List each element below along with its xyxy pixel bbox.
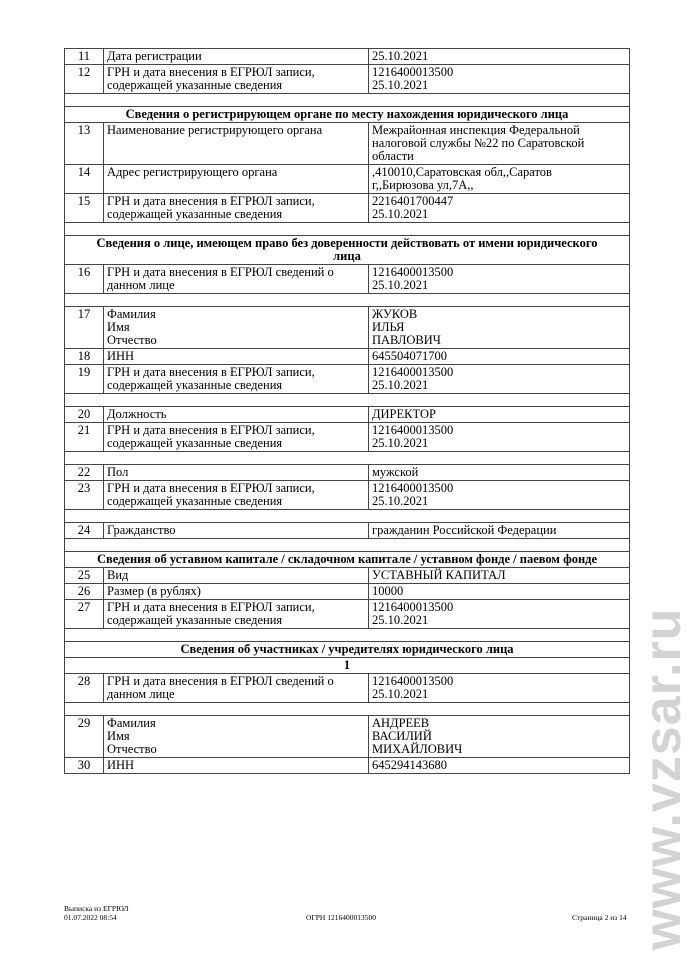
value-line: г,,Бирюзова ул,7А,,: [372, 178, 474, 192]
section-title-line: лица: [333, 249, 361, 263]
spacer-row: [65, 94, 630, 107]
row-label: ИНН: [104, 349, 369, 365]
row-label: Дата регистрации: [104, 49, 369, 65]
spacer-cell: [65, 94, 630, 107]
row-value: [369, 600, 630, 629]
row-value: 645294143680: [369, 758, 630, 774]
label-line: данном лице: [107, 687, 175, 701]
row-label: [104, 423, 369, 452]
label-line: содержащей указанные сведения: [107, 613, 283, 627]
site-watermark: www.vzsar.ru: [634, 607, 692, 950]
row-label: [104, 716, 369, 758]
footer-doc-title: Выписка из ЕГРЮЛ: [64, 904, 129, 913]
row-value: [369, 716, 630, 758]
label-line: Имя: [107, 729, 130, 743]
table-row: [65, 265, 630, 294]
row-value: мужской: [369, 465, 630, 481]
row-label: [104, 265, 369, 294]
spacer-cell: [65, 539, 630, 552]
spacer-row: [65, 394, 630, 407]
row-label: [104, 307, 369, 349]
label-line: Отчество: [107, 333, 157, 347]
value-line: АНДРЕЕВ: [372, 716, 430, 730]
label-line: ГРН и дата внесения в ЕГРЮЛ записи,: [107, 600, 315, 614]
section-header-row: [65, 107, 630, 123]
row-value: [369, 481, 630, 510]
value-line: Межрайонная инспекция Федеральной: [372, 123, 580, 137]
label-line: содержащей указанные сведения: [107, 207, 283, 221]
value-line: 25.10.2021: [372, 687, 429, 701]
row-number: 15: [65, 194, 104, 223]
label-line: ГРН и дата внесения в ЕГРЮЛ записи,: [107, 365, 315, 379]
table-row: [65, 65, 630, 94]
spacer-row: [65, 539, 630, 552]
table-row: [65, 123, 630, 165]
row-number: 26: [65, 584, 104, 600]
label-line: ГРН и дата внесения в ЕГРЮЛ записи,: [107, 423, 315, 437]
label-line: содержащей указанные сведения: [107, 494, 283, 508]
table-row: [65, 194, 630, 223]
founder-index-row: [65, 658, 630, 674]
row-label: [104, 674, 369, 703]
row-number: 25: [65, 568, 104, 584]
value-line: ВАСИЛИЙ: [372, 729, 432, 743]
value-line: 2216401700447: [372, 194, 454, 208]
value-line: 25.10.2021: [372, 436, 429, 450]
table-row: [65, 600, 630, 629]
table-row: [65, 307, 630, 349]
row-label: [104, 481, 369, 510]
spacer-cell: [65, 452, 630, 465]
table-row: [65, 716, 630, 758]
spacer-cell: [65, 510, 630, 523]
label-line: данном лице: [107, 278, 175, 292]
row-label: Гражданство: [104, 523, 369, 539]
row-label: Размер (в рублях): [104, 584, 369, 600]
section-title-founders: Сведения об участниках / учредителях юридического лица: [65, 642, 630, 658]
value-line: 1216400013500: [372, 481, 454, 495]
table-row: [65, 407, 630, 423]
row-value: 25.10.2021: [369, 49, 630, 65]
row-number: 13: [65, 123, 104, 165]
row-number: 28: [65, 674, 104, 703]
label-line: ГРН и дата внесения в ЕГРЮЛ сведений о: [107, 265, 334, 279]
value-line: 25.10.2021: [372, 78, 429, 92]
row-label: ИНН: [104, 758, 369, 774]
value-line: 25.10.2021: [372, 278, 429, 292]
spacer-cell: [65, 294, 630, 307]
table-row: [65, 165, 630, 194]
row-value: гражданин Российской Федерации: [369, 523, 630, 539]
footer-doc-info: [64, 904, 129, 922]
table-row: [65, 523, 630, 539]
label-line: Фамилия: [107, 307, 156, 321]
table-row: [65, 481, 630, 510]
table-row: [65, 758, 630, 774]
value-line: области: [372, 149, 414, 163]
label-line: Отчество: [107, 742, 157, 756]
value-line: 1216400013500: [372, 423, 454, 437]
table-row: [65, 674, 630, 703]
label-line: ГРН и дата внесения в ЕГРЮЛ записи,: [107, 65, 315, 79]
row-label: Вид: [104, 568, 369, 584]
section-header-row: [65, 236, 630, 265]
row-number: 16: [65, 265, 104, 294]
spacer-row: [65, 223, 630, 236]
value-line: 1216400013500: [372, 265, 454, 279]
value-line: 1216400013500: [372, 65, 454, 79]
row-number: 19: [65, 365, 104, 394]
row-value: ДИРЕКТОР: [369, 407, 630, 423]
section-title-authorized-person: [65, 236, 630, 265]
row-number: 12: [65, 65, 104, 94]
label-line: ГРН и дата внесения в ЕГРЮЛ записи,: [107, 194, 315, 208]
spacer-cell: [65, 629, 630, 642]
spacer-cell: [65, 394, 630, 407]
value-line: 1216400013500: [372, 600, 454, 614]
table-row: [65, 349, 630, 365]
spacer-row: [65, 510, 630, 523]
row-label: Адрес регистрирующего органа: [104, 165, 369, 194]
row-label: Пол: [104, 465, 369, 481]
section-title-line: Сведения о лице, имеющем право без доверенности действовать от имени юридического: [96, 236, 598, 250]
footer-doc-timestamp: 01.07.2022 08:54: [64, 913, 117, 922]
value-line: 25.10.2021: [372, 494, 429, 508]
row-number: 24: [65, 523, 104, 539]
row-number: 22: [65, 465, 104, 481]
section-title-capital: Сведения об уставном капитале / складочном капитале / уставном фонде / паевом фонде: [65, 552, 630, 568]
value-line: ПАВЛОВИЧ: [372, 333, 441, 347]
row-number: 11: [65, 49, 104, 65]
table-row: [65, 423, 630, 452]
row-value: [369, 674, 630, 703]
spacer-cell: [65, 223, 630, 236]
label-line: содержащей указанные сведения: [107, 436, 283, 450]
spacer-row: [65, 703, 630, 716]
row-number: 27: [65, 600, 104, 629]
row-value: 645504071700: [369, 349, 630, 365]
row-value: 10000: [369, 584, 630, 600]
section-title-registrar: Сведения о регистрирующем органе по месту нахождения юридического лица: [65, 107, 630, 123]
row-number: 21: [65, 423, 104, 452]
row-number: 18: [65, 349, 104, 365]
row-number: 14: [65, 165, 104, 194]
row-label: Должность: [104, 407, 369, 423]
row-label: [104, 600, 369, 629]
table-row: [65, 49, 630, 65]
footer-ogrn: ОГРН 1216400013500: [306, 913, 376, 922]
table-row: [65, 568, 630, 584]
row-number: 29: [65, 716, 104, 758]
row-value: [369, 423, 630, 452]
row-number: 17: [65, 307, 104, 349]
row-number: 30: [65, 758, 104, 774]
row-value: [369, 365, 630, 394]
row-label: [104, 65, 369, 94]
footer-page-number: Страница 2 из 14: [572, 913, 627, 922]
table-row: [65, 465, 630, 481]
row-value: [369, 165, 630, 194]
label-line: содержащей указанные сведения: [107, 78, 283, 92]
spacer-row: [65, 452, 630, 465]
label-line: Имя: [107, 320, 130, 334]
row-label: [104, 365, 369, 394]
label-line: Фамилия: [107, 716, 156, 730]
row-label: Наименование регистрирующего органа: [104, 123, 369, 165]
row-value: [369, 123, 630, 165]
value-line: ИЛЬЯ: [372, 320, 405, 334]
value-line: 25.10.2021: [372, 207, 429, 221]
label-line: ГРН и дата внесения в ЕГРЮЛ сведений о: [107, 674, 334, 688]
row-value: [369, 265, 630, 294]
row-value: [369, 307, 630, 349]
row-label: [104, 194, 369, 223]
section-header-row: [65, 642, 630, 658]
row-value: [369, 194, 630, 223]
value-line: 1216400013500: [372, 365, 454, 379]
row-number: 23: [65, 481, 104, 510]
row-number: 20: [65, 407, 104, 423]
value-line: 25.10.2021: [372, 613, 429, 627]
value-line: 1216400013500: [372, 674, 454, 688]
value-line: МИХАЙЛОВИЧ: [372, 742, 463, 756]
section-header-row: [65, 552, 630, 568]
value-line: налоговой службы №22 по Саратовской: [372, 136, 585, 150]
founder-index: 1: [65, 658, 630, 674]
value-line: ЖУКОВ: [372, 307, 418, 321]
value-line: ,410010,Саратовская обл,,Саратов: [372, 165, 552, 179]
row-value: [369, 65, 630, 94]
label-line: содержащей указанные сведения: [107, 378, 283, 392]
table-row: [65, 584, 630, 600]
spacer-row: [65, 629, 630, 642]
label-line: ГРН и дата внесения в ЕГРЮЛ записи,: [107, 481, 315, 495]
spacer-row: [65, 294, 630, 307]
egrul-extract-table: [64, 48, 630, 774]
table-row: [65, 365, 630, 394]
value-line: 25.10.2021: [372, 378, 429, 392]
row-value: УСТАВНЫЙ КАПИТАЛ: [369, 568, 630, 584]
spacer-cell: [65, 703, 630, 716]
